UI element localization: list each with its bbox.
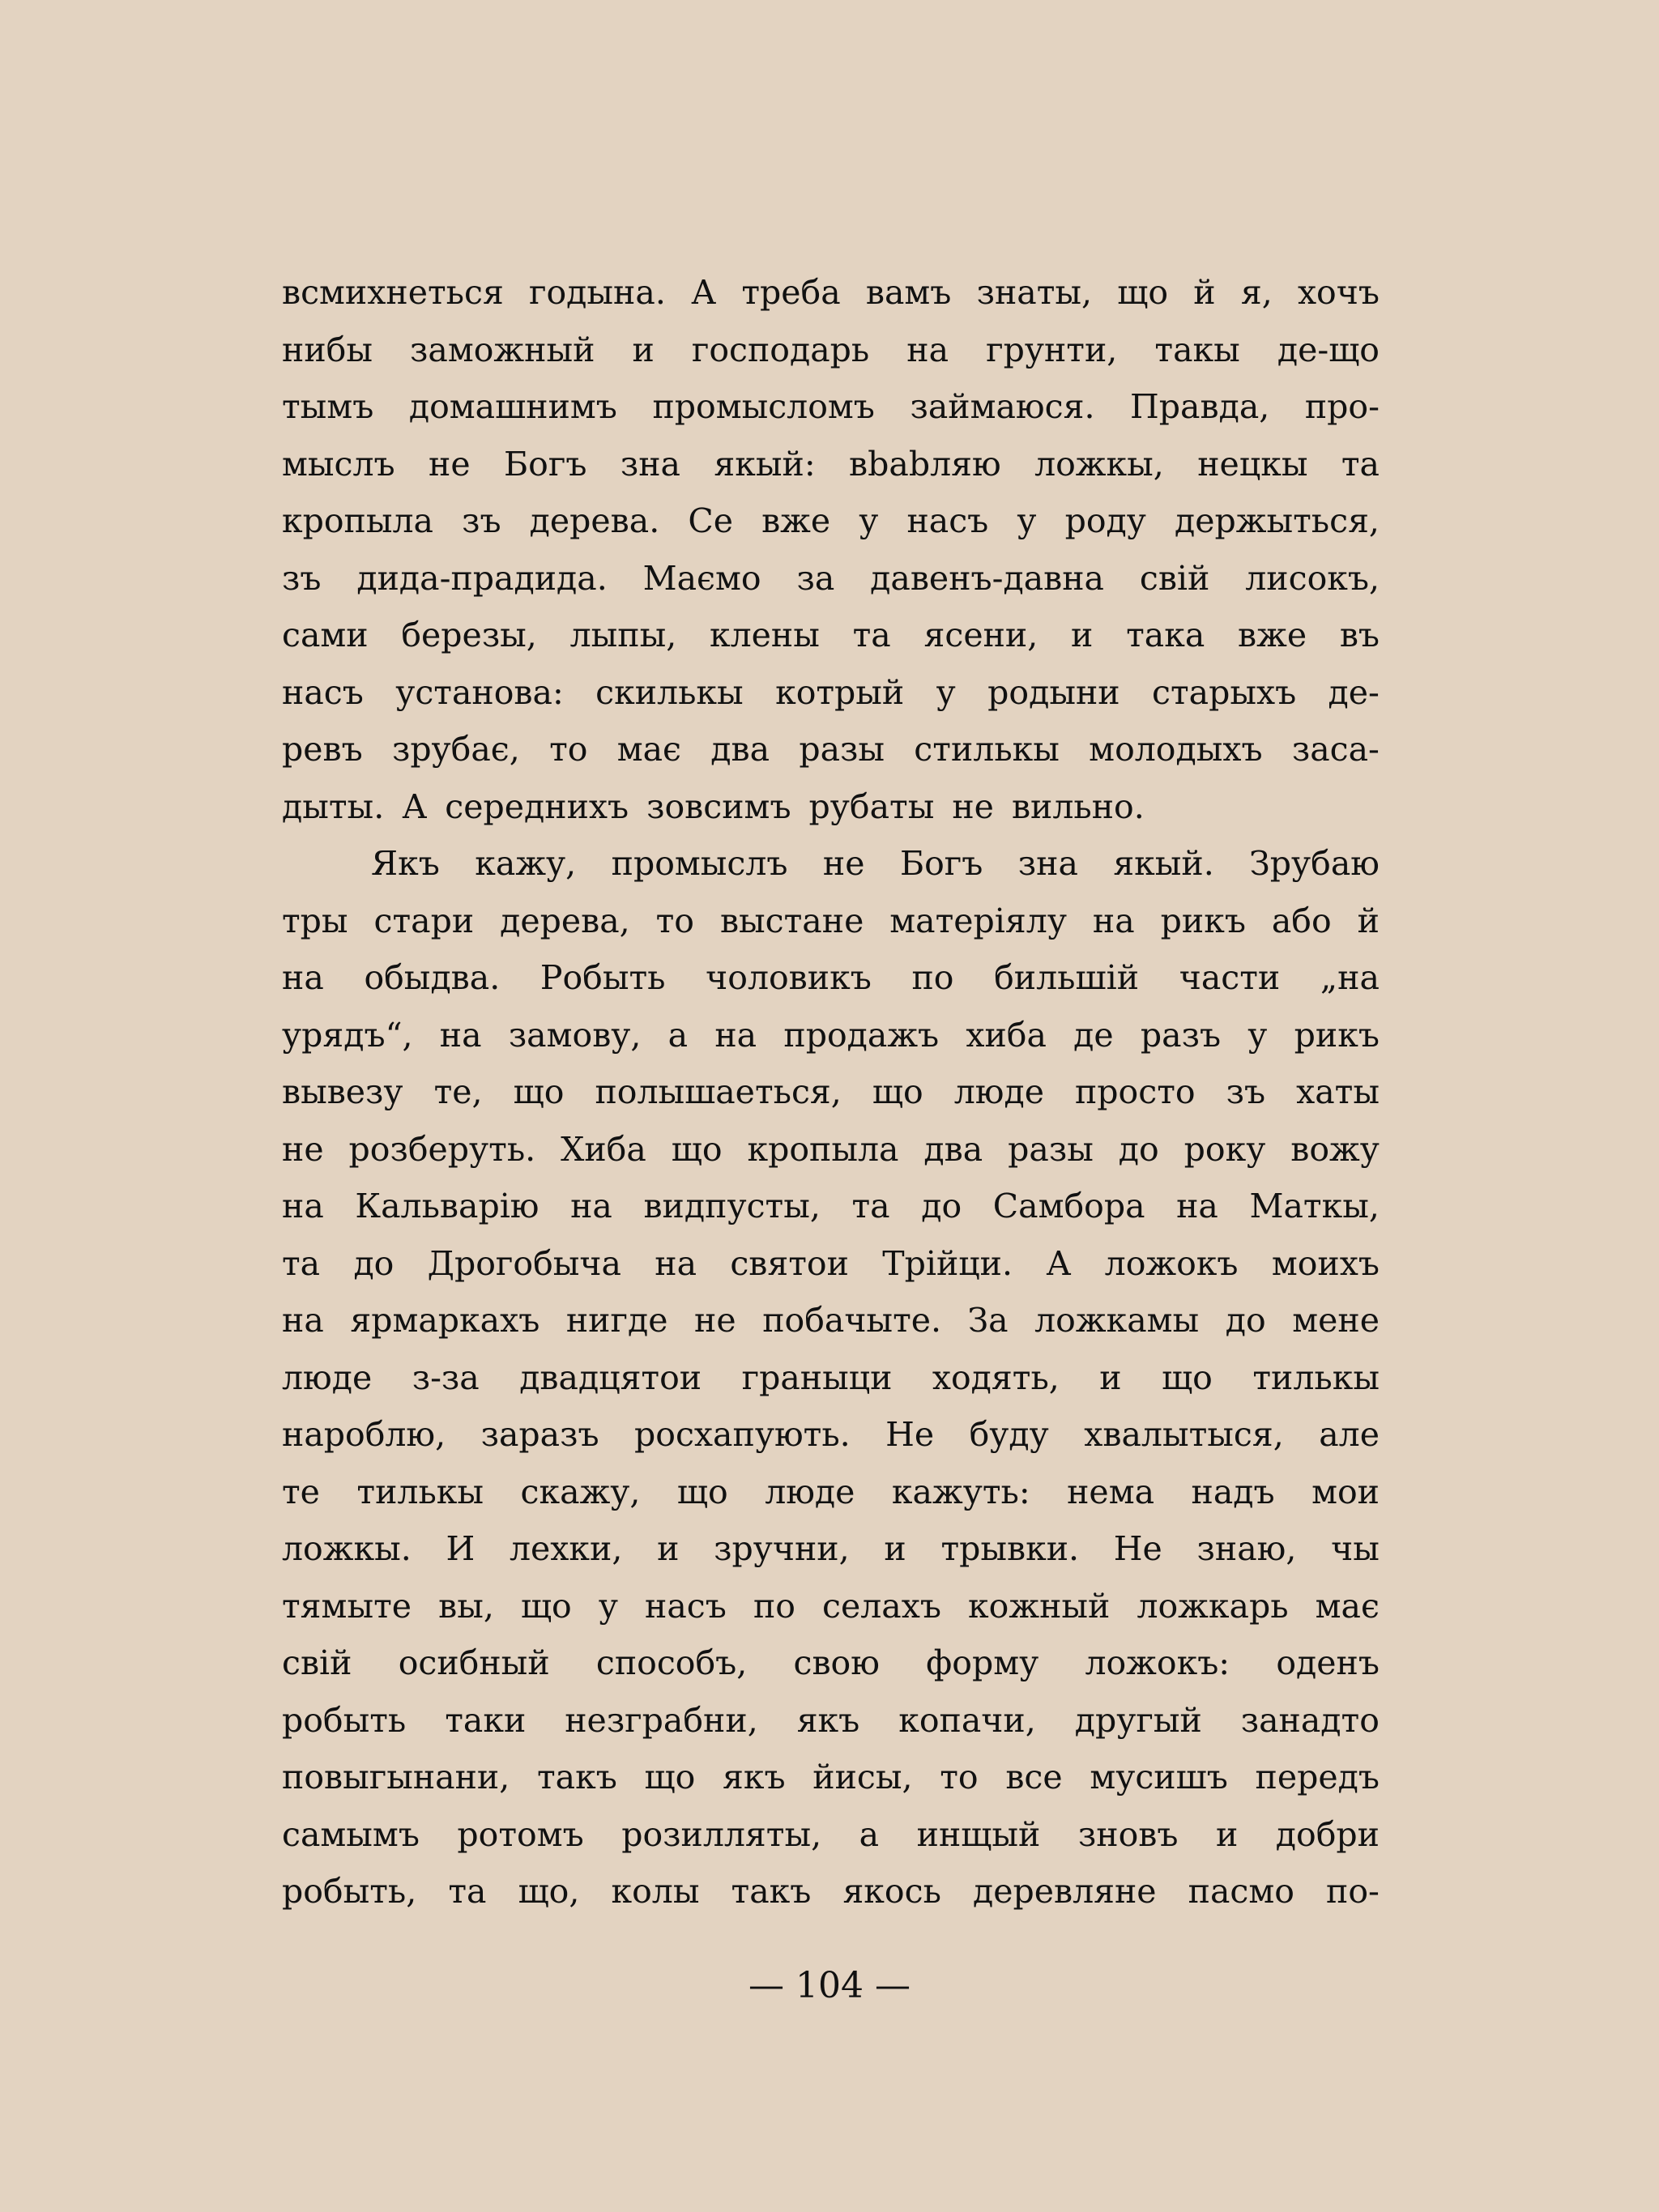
text-line: на Кальварію на видпусты, та до Самбора на Маткы,: [282, 1187, 1380, 1225]
text-line: робыть, та що, колы такъ якось деревляне пасмо по-: [282, 1872, 1380, 1911]
text-line: кропыла зъ дерева. Се вже у насъ у роду держыться,: [282, 501, 1380, 540]
text-line: тымъ домашнимъ промысломъ займаюся. Правда, про-: [282, 387, 1380, 426]
text-line: сами березы, лыпы, клены та ясени, и така вже въ: [282, 616, 1380, 654]
text-line: дыты. А середнихъ зовсимъ рубаты не вильно.: [282, 786, 1145, 826]
page-number: — 104 —: [748, 1965, 911, 2006]
text-line: Якъ кажу, промыслъ не Богъ зна якый. Зрубаю: [371, 844, 1380, 883]
text-line: та до Дрогобыча на святои Трійци. А ложокъ моихъ: [282, 1243, 1380, 1283]
text-line: ложкы. И лехки, и зручни, и трывки. Не знаю, чы: [282, 1529, 1380, 1568]
text-line: нибы заможный и господарь на грунти, такы де-що: [282, 330, 1380, 369]
text-line: тямыте вы, що у насъ по селахъ кожный ложкарь має: [282, 1586, 1380, 1626]
text-line: урядъ“, на замову, а на продажъ хиба де разъ у рикъ: [282, 1015, 1380, 1055]
text-line: не розберуть. Хиба що кропыла два разы до року вожу: [282, 1129, 1380, 1169]
text-line: вывезу те, що полышаеться, що люде просто зъ хаты: [282, 1072, 1380, 1111]
text-line: люде з-за двадцятои граныци ходять, и що тилькы: [282, 1357, 1380, 1397]
text-line: те тилькы скажу, що люде кажуть: нема надъ мои: [282, 1472, 1380, 1511]
text-line: робыть таки незграбни, якъ копачи, другый занадто: [282, 1700, 1380, 1740]
text-line: свій осибный способъ, свою форму ложокъ: оденъ: [282, 1643, 1380, 1682]
body-text: [282, 264, 1380, 1920]
text-line: повыгынани, такъ що якъ йисы, то все мусишъ передъ: [282, 1758, 1380, 1796]
text-line: мыслъ не Богъ зна якый: вbabляю ложкы, нецкы та: [282, 444, 1380, 484]
text-line: тры стари дерева, то выстане матеріялу на рикъ або й: [282, 901, 1380, 940]
text-line: на обыдва. Робыть чоловикъ по бильшій части „на: [282, 958, 1380, 997]
text-line: самымъ ротомъ розилляты, а инщый зновъ и добри: [282, 1814, 1380, 1854]
text-line: нароблю, заразъ росхапують. Не буду хвалытыся, але: [282, 1415, 1380, 1454]
text-line: насъ установа: скилькы котрый у родыни старыхъ де-: [282, 672, 1380, 712]
text-line: на ярмаркахъ нигде не побачыте. За ложкамы до мене: [282, 1301, 1380, 1340]
text-line: всмихнеться годына. А треба вамъ знаты, що й я, хочъ: [282, 273, 1380, 312]
text-line: ревъ зрубає, то має два разы стилькы молодыхъ заса-: [282, 730, 1380, 769]
text-line: зъ дида-прадида. Маємо за давенъ-давна свій лисокъ,: [282, 558, 1380, 598]
